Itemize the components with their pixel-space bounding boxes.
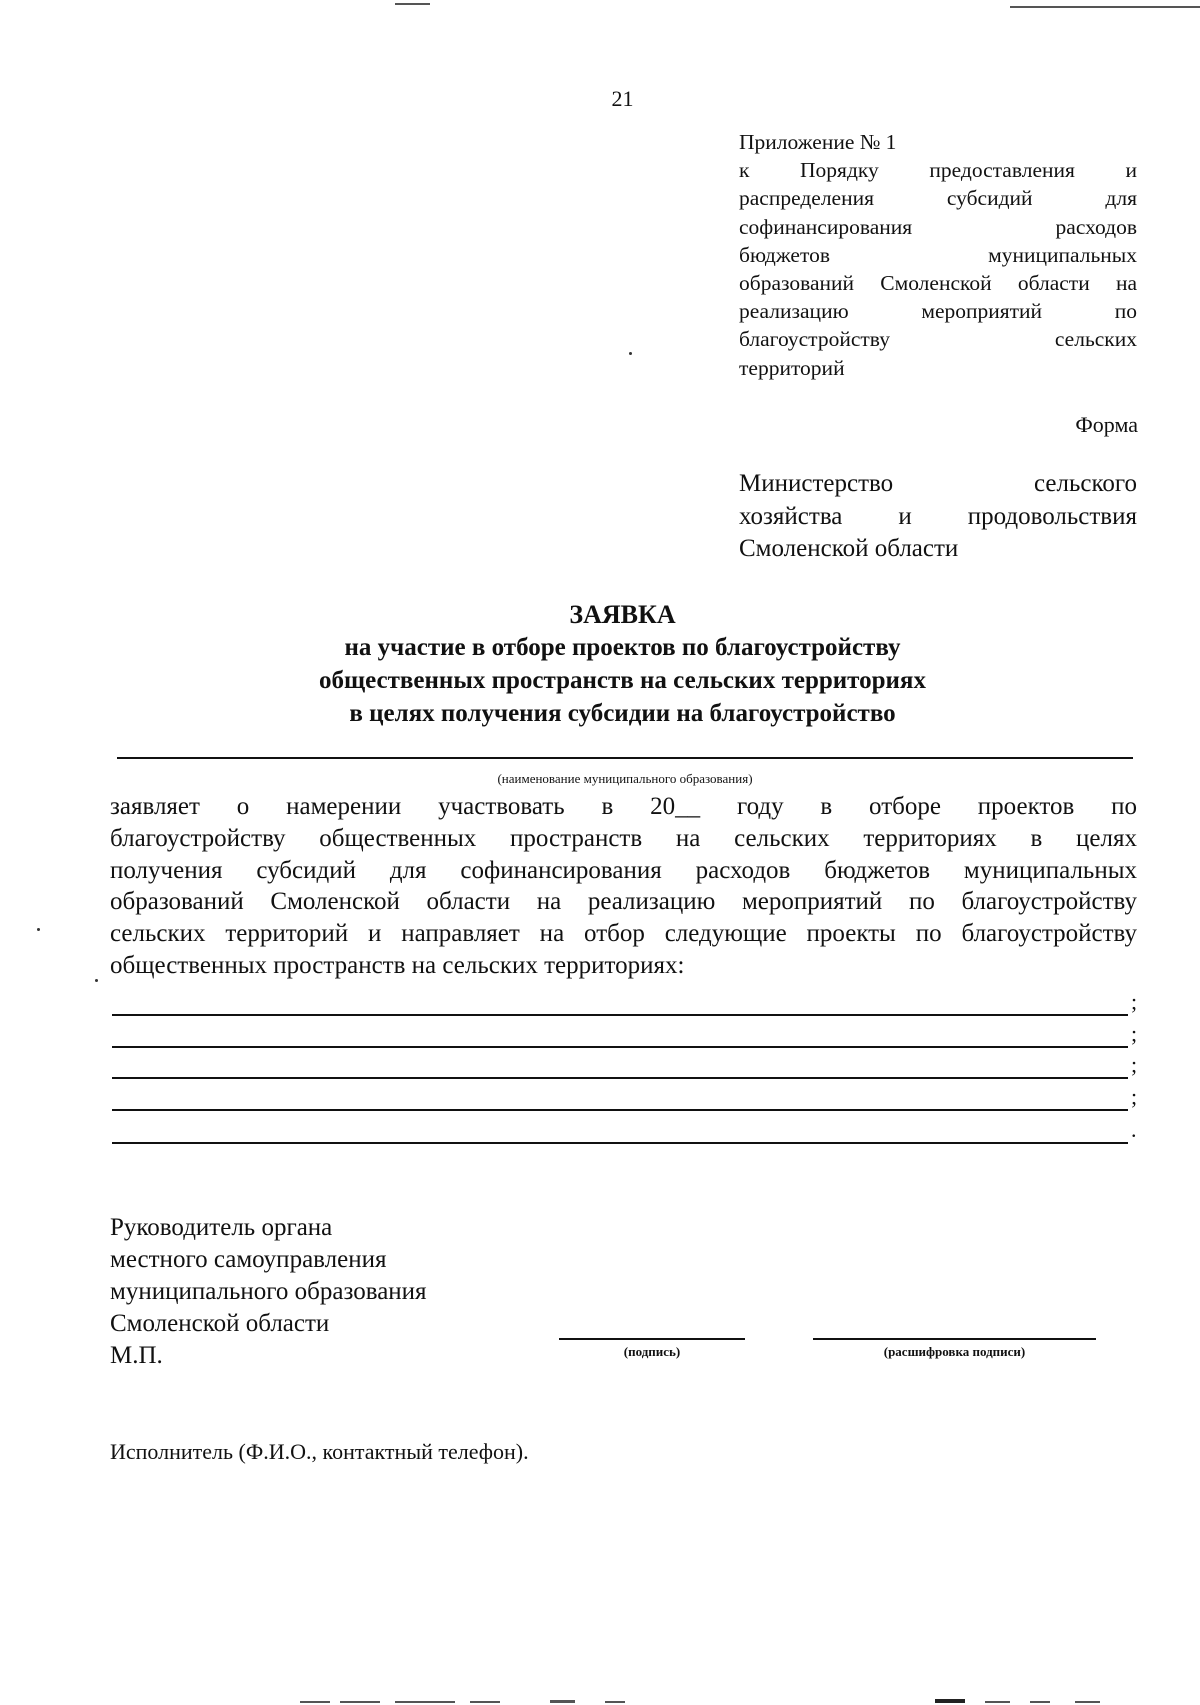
fill-line-punctuation: ; (1131, 1021, 1138, 1046)
annex-line: софинансирования расходов (739, 214, 1137, 239)
scan-mark-bottom (985, 1701, 1010, 1703)
project-fill-line (112, 1142, 1128, 1144)
statement-line: образований Смоленской области на реализацию мероприятий по благоустройству (110, 888, 1137, 916)
fill-line-punctuation: . (1131, 1117, 1137, 1142)
municipality-caption: (наименование муниципального образования) (497, 771, 753, 786)
scan-mark-top (395, 3, 430, 5)
annex-line: реализацию мероприятий по (739, 299, 1137, 324)
fill-line-punctuation: ; (1131, 1084, 1138, 1109)
ministry-line: Смоленской области (739, 535, 959, 562)
title-main: ЗАЯВКА (569, 600, 676, 629)
statement-line: благоустройству общественных пространств на сельских территориях в целях (110, 824, 1137, 852)
signatory-line: Руководитель органа (110, 1214, 333, 1241)
document-title (0, 598, 1200, 730)
ministry-line: Министерство сельского (739, 470, 1137, 497)
project-fill-line (112, 1077, 1128, 1079)
scan-mark-bottom (550, 1700, 575, 1703)
title-subline: в целях получения субсидии на благоустройство (349, 700, 896, 727)
decoding-caption: (расшифровка подписи) (883, 1344, 1026, 1359)
title-subline: общественных пространств на сельских территориях (319, 667, 926, 694)
scan-speck (37, 928, 40, 931)
signatory-line: Смоленской области (110, 1310, 330, 1337)
scan-mark-bottom (300, 1701, 330, 1703)
scan-mark-bottom (470, 1701, 500, 1703)
signatory-block (110, 1212, 427, 1372)
annex-line: Приложение № 1 (739, 130, 897, 154)
annex-line: территорий (739, 355, 845, 380)
form-label: Форма (1075, 412, 1138, 437)
scan-mark-top (1010, 6, 1200, 8)
scan-mark-bottom (1030, 1701, 1050, 1703)
fill-line-punctuation: ; (1131, 1052, 1138, 1077)
project-fill-line (112, 1046, 1128, 1048)
signature-caption: (подпись) (623, 1344, 681, 1359)
annex-line: образований Смоленской области на (739, 270, 1137, 295)
scan-mark-bottom (935, 1699, 965, 1703)
municipality-name-line (117, 757, 1133, 759)
statement-line: общественных пространств на сельских территориях: (110, 951, 685, 979)
statement-paragraph (110, 791, 1137, 982)
signatory-line: местного самоуправления (110, 1246, 387, 1273)
statement-line: заявляет о намерении участвовать в 20__ году в отборе проектов по (110, 793, 1137, 820)
annex-line: бюджетов муниципальных (739, 242, 1137, 267)
scan-mark-bottom (395, 1701, 455, 1703)
ministry-line: хозяйства и продовольствия (739, 502, 1137, 530)
scan-speck (629, 352, 632, 355)
annex-line: распределения субсидий для (739, 186, 1137, 211)
project-fill-line (112, 1014, 1128, 1016)
addressee-ministry (739, 468, 1137, 566)
stamp-place-label: М.П. (110, 1342, 163, 1369)
signature-line (559, 1338, 745, 1340)
statement-line: получения субсидий для софинансирования расходов бюджетов муниципальных (110, 856, 1137, 884)
scan-mark-bottom (340, 1701, 380, 1703)
scan-mark-bottom (605, 1701, 625, 1703)
project-fill-line (112, 1109, 1128, 1111)
scan-mark-bottom (1075, 1701, 1100, 1703)
annex-reference (739, 128, 1137, 382)
decoding-line (813, 1338, 1096, 1340)
annex-line: к Порядку предоставления и (739, 158, 1137, 183)
signatory-line: муниципального образования (110, 1278, 427, 1305)
statement-line: сельских территорий и направляет на отбор следующие проекты по благоустройству (110, 920, 1137, 948)
page-number: 21 (611, 86, 634, 111)
fill-line-punctuation: ; (1131, 989, 1138, 1014)
scan-speck (95, 979, 98, 982)
annex-line: благоустройству сельских (739, 327, 1137, 352)
executor-note: Исполнитель (Ф.И.О., контактный телефон). (110, 1439, 529, 1464)
title-subline: на участие в отборе проектов по благоустройству (344, 634, 901, 661)
